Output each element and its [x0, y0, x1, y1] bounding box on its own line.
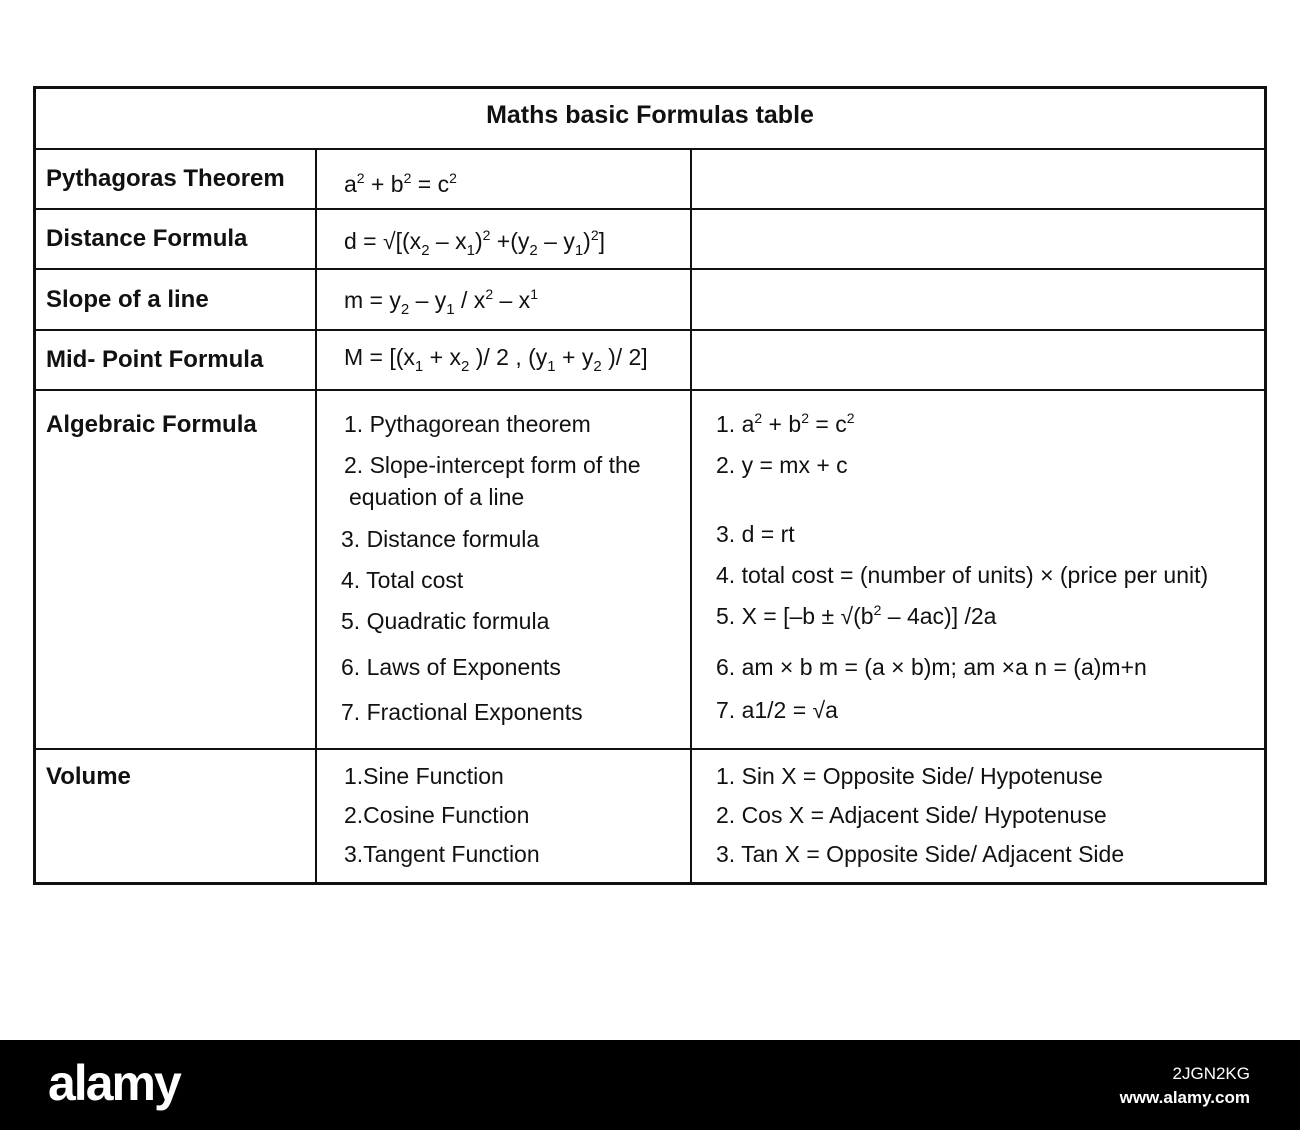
- row-label-distance: Distance Formula: [46, 225, 248, 252]
- algebraic-formula: 5. $X = [-b \pm √(b^2 - 4ac)]$ /2a: [716, 602, 997, 629]
- pythagoras-formula: $a^2 + b^2 = c^2$: [344, 170, 457, 197]
- row-divider: [36, 329, 1264, 331]
- algebraic-name: 6. Laws of Exponents: [341, 654, 561, 680]
- table-title: Maths basic Formulas table: [486, 101, 814, 129]
- column-divider: [315, 148, 317, 882]
- algebraic-formula: 3. d = rt: [716, 521, 795, 547]
- trig-formula: 3. Tan X = Opposite Side/ Adjacent Side: [716, 841, 1125, 867]
- row-divider: [36, 208, 1264, 210]
- trig-name: 3.Tangent Function: [344, 841, 540, 867]
- slope-formula: $m = y_2 - y_1 / x^2 - x^1$: [344, 286, 538, 318]
- row-divider: [36, 748, 1264, 750]
- trig-formula: 2. Cos X = Adjacent Side/ Hypotenuse: [716, 802, 1107, 828]
- trig-name: 1.Sine Function: [344, 763, 504, 789]
- row-label-pythagoras: Pythagoras Theorem: [46, 165, 285, 192]
- column-divider: [690, 148, 692, 882]
- trig-formula: 1. Sin X = Opposite Side/ Hypotenuse: [716, 763, 1103, 789]
- algebraic-formula: 7. a1/2 = √a: [716, 697, 838, 723]
- algebraic-formula: 1. $a^2 + b^2 = c^2$: [716, 410, 855, 437]
- watermark-bar: [0, 1040, 1300, 1130]
- trig-name: 2.Cosine Function: [344, 802, 530, 828]
- algebraic-name: 5. Quadratic formula: [341, 608, 550, 634]
- algebraic-name: 7. Fractional Exponents: [341, 699, 583, 725]
- watermark-url: www.alamy.com: [1119, 1088, 1250, 1107]
- row-label-algebraic: Algebraic Formula: [46, 411, 257, 438]
- algebraic-formula: 4. total cost = (number of units) × (price per unit): [716, 562, 1209, 588]
- row-label-midpoint: Mid- Point Formula: [46, 346, 264, 373]
- algebraic-formula: 6. am × b m = (a × b)m; am ×a n = (a)m+n: [716, 654, 1147, 680]
- row-divider: [36, 389, 1264, 391]
- alamy-logo: alamy: [48, 1055, 180, 1111]
- distance-formula: $d = √[(x_2 - x_1)^2 +(y_2 - y_1)^2]$: [344, 227, 606, 259]
- algebraic-name: 3. Distance formula: [341, 526, 540, 552]
- algebraic-name: 4. Total cost: [341, 567, 464, 593]
- row-divider: [36, 268, 1264, 270]
- midpoint-formula: $M = [(x_1 + x_2$ )/ 2 , ($y_1 + y_2$ )/ 2]: [344, 344, 648, 375]
- image-id: 2JGN2KG: [1172, 1064, 1250, 1083]
- algebraic-name: equation of a line: [349, 484, 525, 510]
- row-label-volume: Volume: [46, 763, 131, 790]
- algebraic-formula: 2. y = mx + c: [716, 452, 848, 478]
- algebraic-name: 2. Slope-intercept form of the: [344, 452, 641, 478]
- row-divider: [36, 148, 1264, 150]
- algebraic-name: 1. Pythagorean theorem: [344, 411, 591, 437]
- formulas-table: [33, 86, 1267, 885]
- row-label-slope: Slope of a line: [46, 286, 209, 313]
